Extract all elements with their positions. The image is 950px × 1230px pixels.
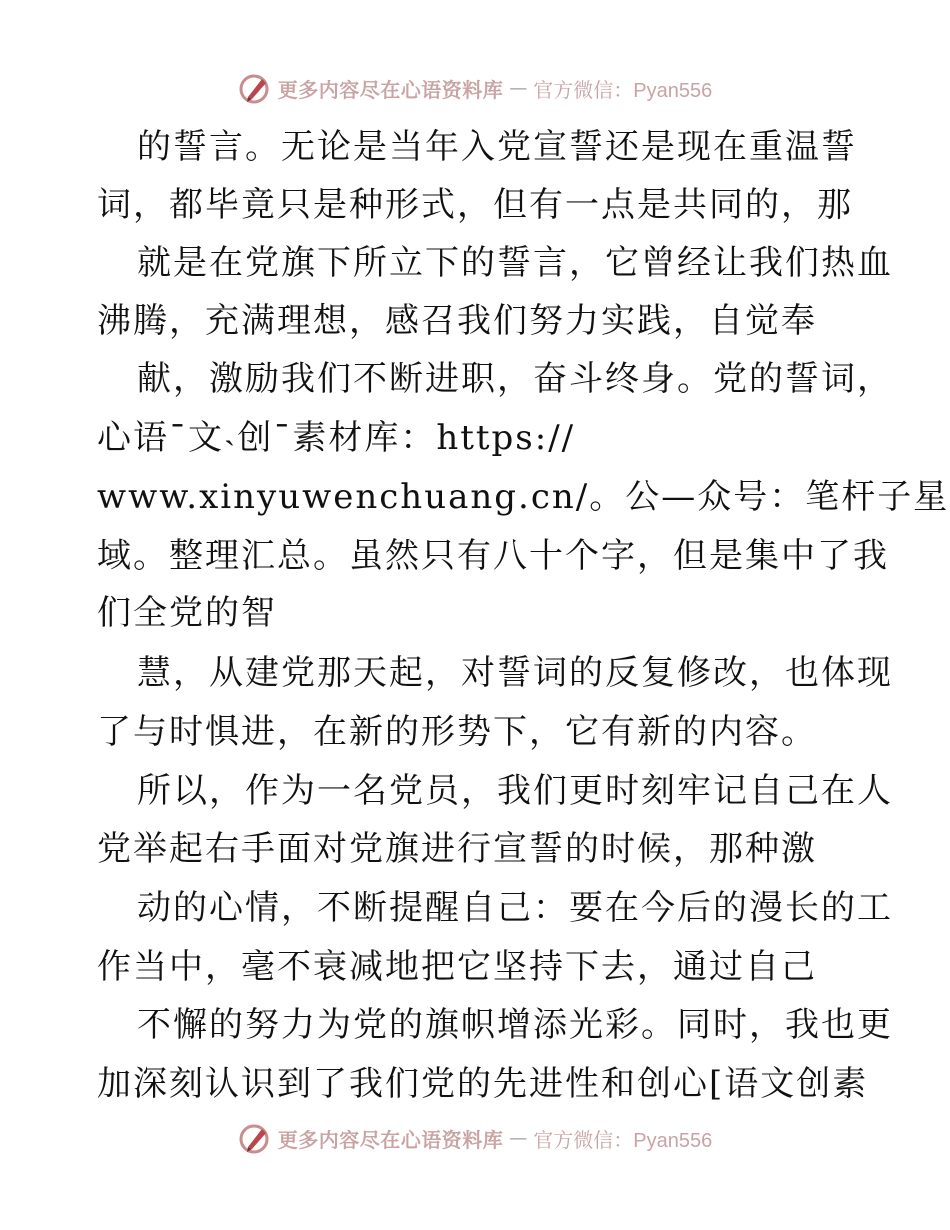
text-line: 慧，从建党那天起，对誓词的反复修改，也体现 bbox=[137, 653, 893, 693]
text-line: 了与时惧进，在新的形势下，它有新的内容。 bbox=[97, 712, 817, 752]
watermark-account: 官方微信：Pyan556 bbox=[533, 79, 713, 102]
watermark-text: 更多内容尽在心语资料库 bbox=[277, 77, 504, 102]
text-line: 就是在党旗下所立下的誓言，它曾经让我们热血 bbox=[137, 243, 893, 283]
watermark-separator: — bbox=[509, 77, 528, 99]
text-line: 所以，作为一名党员，我们更时刻牢记自己在人 bbox=[137, 771, 893, 811]
text-line: www.xinyuwenchuang.cn/。公—众号：笔杆子星 bbox=[97, 477, 950, 517]
watermark-account: 官方微信：Pyan556 bbox=[533, 1129, 713, 1152]
pen-logo-icon bbox=[238, 1121, 272, 1155]
text-line: 域。整理汇总。虽然只有八十个字，但是集中了我 bbox=[97, 536, 889, 576]
text-line: 心语¯文˴创¯素材库：https:// bbox=[97, 418, 576, 458]
text-line: 们全党的智 bbox=[97, 593, 277, 633]
text-line: 加深刻认识到了我们党的先进性和创心[语文创素 bbox=[97, 1064, 869, 1104]
text-line: 词，都毕竟只是种形式，但有一点是共同的，那 bbox=[97, 185, 853, 225]
watermark-text: 更多内容尽在心语资料库 bbox=[277, 1127, 504, 1152]
footer-watermark bbox=[0, 1118, 950, 1158]
text-line: 党举起右手面对党旗进行宣誓的时候，那种激 bbox=[97, 829, 817, 869]
text-line: 的誓言。无论是当年入党宣誓还是现在重温誓 bbox=[137, 127, 857, 167]
text-line: 沸腾，充满理想，感召我们努力实践，自觉奉 bbox=[97, 301, 817, 341]
text-line: 不懈的努力为党的旗帜增添光彩。同时，我也更 bbox=[137, 1005, 893, 1045]
text-line: 献，激励我们不断进职，奋斗终身。党的誓词， bbox=[137, 359, 893, 399]
watermark-separator: — bbox=[509, 1127, 528, 1149]
text-line: 作当中，毫不衰减地把它坚持下去，通过自己 bbox=[97, 947, 817, 987]
text-line: 动的心情，不断提醒自己：要在今后的漫长的工 bbox=[137, 888, 893, 928]
